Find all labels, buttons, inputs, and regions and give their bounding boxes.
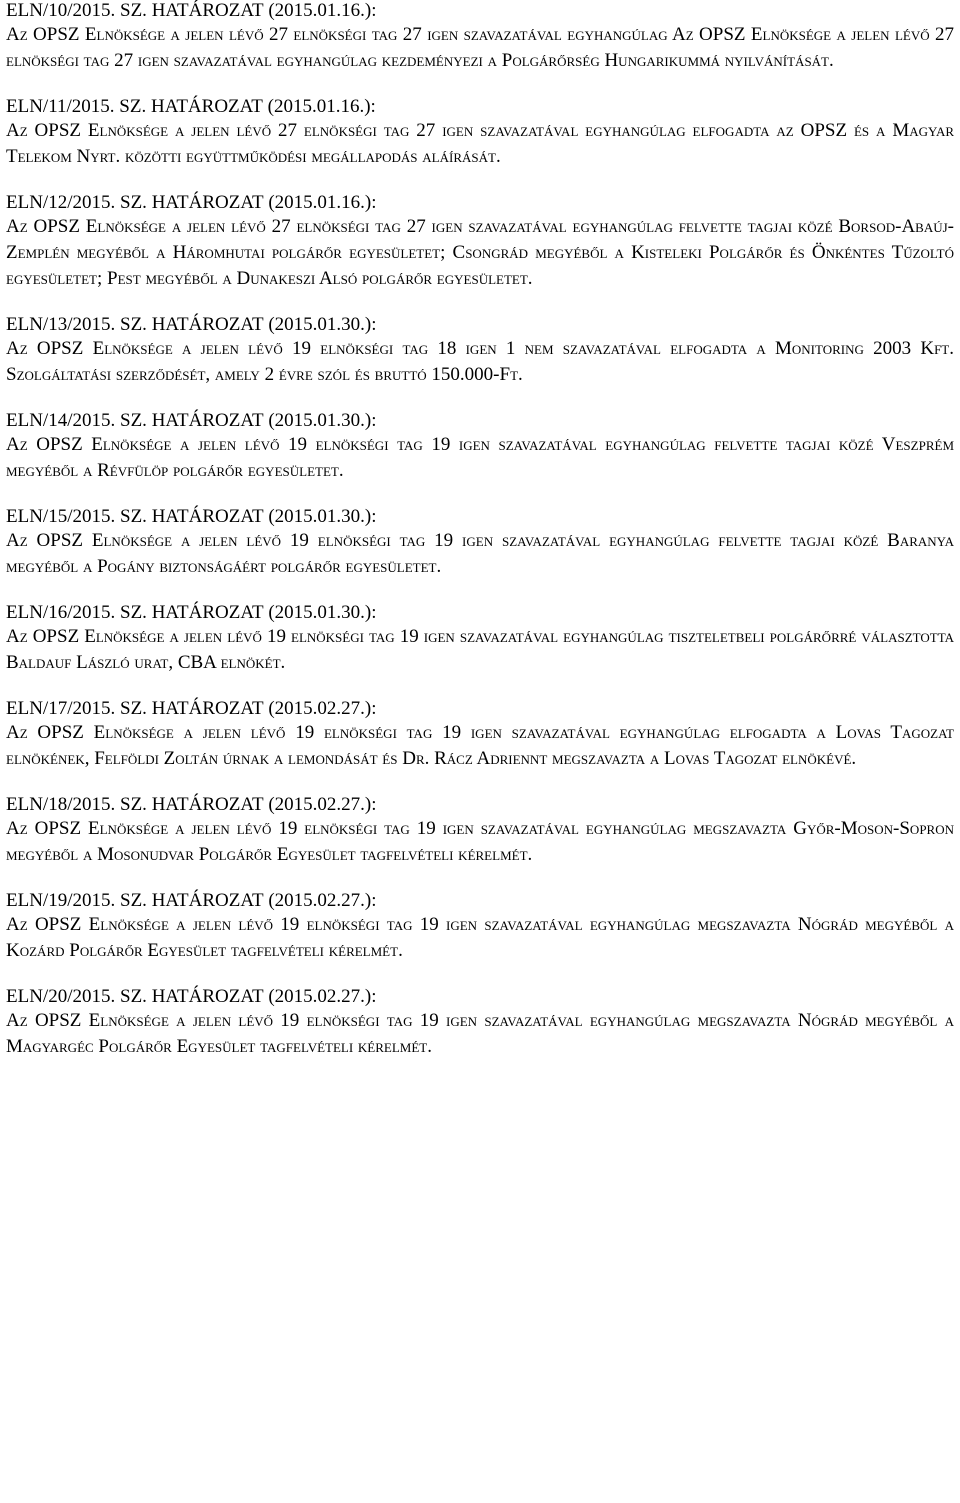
resolution-sz: SZ. [120, 602, 147, 623]
resolution-number: ELN/20/2015. [6, 986, 116, 1007]
resolution-text: Az OPSZ Elnöksége a jelen lévő 27 elnökségi tag 27 igen szavazatával egyhangúlag Az OPSZ Elnöksége a jelen lévő 27 elnökségi tag 27 igen szavazatával egyhangúlag kezdeményezi a Polgárőrség Hungarikummá nyilvánítását. [6, 24, 954, 71]
spacer [6, 74, 954, 96]
resolution-number: ELN/14/2015. [6, 410, 116, 431]
spacer [6, 964, 954, 986]
resolution-sz: SZ. [119, 96, 147, 117]
resolution-eln-12 [6, 192, 954, 292]
resolution-number: ELN/19/2015. [6, 890, 116, 911]
resolution-type: HATÁROZAT [151, 314, 264, 335]
resolution-type: HATÁROZAT [151, 698, 264, 719]
spacer [6, 484, 954, 506]
resolution-text: Az OPSZ Elnöksége a jelen lévő 19 elnökségi tag 19 igen szavazatával egyhangúlag megszavazta Győr-Moson-Sopron megyéből a Mosonudvar Polgárőr Egyesület tagfelvételi kérelmét. [6, 818, 954, 865]
resolution-sz: SZ. [120, 986, 147, 1007]
spacer [6, 388, 954, 410]
resolution-eln-10 [6, 0, 954, 74]
spacer [6, 772, 954, 794]
resolution-date: (2015.02.27.): [268, 986, 377, 1007]
resolution-eln-15 [6, 506, 954, 580]
resolution-sz: SZ. [120, 890, 147, 911]
resolution-type: HATÁROZAT [151, 0, 264, 21]
resolution-date: (2015.02.27.): [268, 890, 377, 911]
resolution-heading [6, 410, 954, 432]
resolution-sz: SZ. [120, 698, 147, 719]
resolution-number: ELN/15/2015. [6, 506, 116, 527]
resolution-type: HATÁROZAT [151, 602, 264, 623]
resolution-sz: SZ. [120, 314, 147, 335]
resolution-date: (2015.01.30.): [268, 314, 377, 335]
resolution-type: HATÁROZAT [151, 986, 264, 1007]
resolution-eln-16 [6, 602, 954, 676]
resolution-number: ELN/13/2015. [6, 314, 116, 335]
resolution-heading [6, 602, 954, 624]
resolution-date: (2015.01.30.): [268, 410, 377, 431]
resolution-number: ELN/12/2015. [6, 192, 116, 213]
resolution-type: HATÁROZAT [151, 890, 264, 911]
resolution-heading [6, 314, 954, 336]
resolution-type: HATÁROZAT [151, 410, 264, 431]
resolution-number: ELN/10/2015. [6, 0, 116, 21]
resolution-number: ELN/17/2015. [6, 698, 116, 719]
resolution-heading [6, 698, 954, 720]
resolution-type: HATÁROZAT [150, 96, 263, 117]
resolution-text: Az OPSZ Elnöksége a jelen lévő 19 elnökségi tag 18 igen 1 nem szavazatával elfogadta a Monitoring 2003 Kft. Szolgáltatási szerződését, amely 2 évre szól és bruttó 150.000-Ft. [6, 338, 954, 385]
resolution-sz: SZ. [120, 794, 147, 815]
resolution-heading [6, 96, 954, 118]
resolution-date: (2015.02.27.): [268, 794, 377, 815]
resolution-sz: SZ. [120, 506, 147, 527]
resolution-sz: SZ. [120, 410, 147, 431]
resolution-date: (2015.01.16.): [268, 192, 377, 213]
spacer [6, 580, 954, 602]
resolution-eln-17 [6, 698, 954, 772]
resolution-text: Az OPSZ Elnöksége a jelen lévő 19 elnökségi tag 19 igen szavazatával egyhangúlag felvette tagjai közé Veszprém megyéből a Révfülöp polgárőr egyesületet. [6, 434, 954, 481]
spacer [6, 292, 954, 314]
resolution-number: ELN/18/2015. [6, 794, 116, 815]
resolution-eln-18 [6, 794, 954, 868]
resolution-eln-14 [6, 410, 954, 484]
resolution-date: (2015.01.30.): [268, 602, 377, 623]
resolution-eln-20 [6, 986, 954, 1060]
resolution-date: (2015.01.30.): [268, 506, 377, 527]
resolution-heading [6, 890, 954, 912]
resolution-text: Az OPSZ Elnöksége a jelen lévő 27 elnökségi tag 27 igen szavazatával egyhangúlag elfogadta az OPSZ és a Magyar Telekom Nyrt. közötti együttműködési megállapodás aláírását. [6, 120, 954, 167]
resolution-text: Az OPSZ Elnöksége a jelen lévő 19 elnökségi tag 19 igen szavazatával egyhangúlag felvette tagjai közé Baranya megyéből a Pogány biztonságáért polgárőr egyesületet. [6, 530, 954, 577]
resolution-heading [6, 0, 954, 22]
resolution-heading [6, 192, 954, 214]
spacer [6, 676, 954, 698]
resolution-heading [6, 794, 954, 816]
resolution-heading [6, 986, 954, 1008]
resolution-type: HATÁROZAT [151, 192, 264, 213]
resolution-text: Az OPSZ Elnöksége a jelen lévő 19 elnökségi tag 19 igen szavazatával egyhangúlag megszavazta Nógrád megyéből a Magyargéc Polgárőr Egyesület tagfelvételi kérelmét. [6, 1010, 954, 1057]
resolution-eln-13 [6, 314, 954, 388]
resolution-number: ELN/11/2015. [6, 96, 115, 117]
resolution-text: Az OPSZ Elnöksége a jelen lévő 27 elnökségi tag 27 igen szavazatával egyhangúlag felvette tagjai közé Borsod-Abaúj-Zemplén megyéből a Háromhutai polgárőr egyesületet; Csongrád megyéből a Kisteleki Polgárőr és Önkéntes Tűzoltó egyesületet; Pest megyéből a Dunakeszi Alsó polgárőr egyesületet. [6, 216, 954, 289]
resolution-text: Az OPSZ Elnöksége a jelen lévő 19 elnökségi tag 19 igen szavazatával egyhangúlag elfogadta a Lovas Tagozat elnökének, Felföldi Zoltán úrnak a lemondását és Dr. Rácz Adriennt megszavazta a Lovas Tagozat elnökévé. [6, 722, 954, 769]
resolution-eln-11 [6, 96, 954, 170]
resolution-sz: SZ. [120, 0, 147, 21]
resolution-type: HATÁROZAT [151, 794, 264, 815]
resolution-heading [6, 506, 954, 528]
resolution-date: (2015.01.16.): [268, 0, 377, 21]
resolution-eln-19 [6, 890, 954, 964]
resolution-number: ELN/16/2015. [6, 602, 116, 623]
resolution-type: HATÁROZAT [151, 506, 264, 527]
resolution-date: (2015.02.27.): [268, 698, 377, 719]
resolution-text: Az OPSZ Elnöksége a jelen lévő 19 elnökségi tag 19 igen szavazatával egyhangúlag megszavazta Nógrád megyéből a Kozárd Polgárőr Egyesület tagfelvételi kérelmét. [6, 914, 954, 961]
resolution-sz: SZ. [120, 192, 147, 213]
spacer [6, 868, 954, 890]
resolution-text: Az OPSZ Elnöksége a jelen lévő 19 elnökségi tag 19 igen szavazatával egyhangúlag tiszteletbeli polgárőrré választotta Baldauf László urat, CBA elnökét. [6, 626, 954, 673]
resolution-date: (2015.01.16.): [267, 96, 376, 117]
spacer [6, 170, 954, 192]
